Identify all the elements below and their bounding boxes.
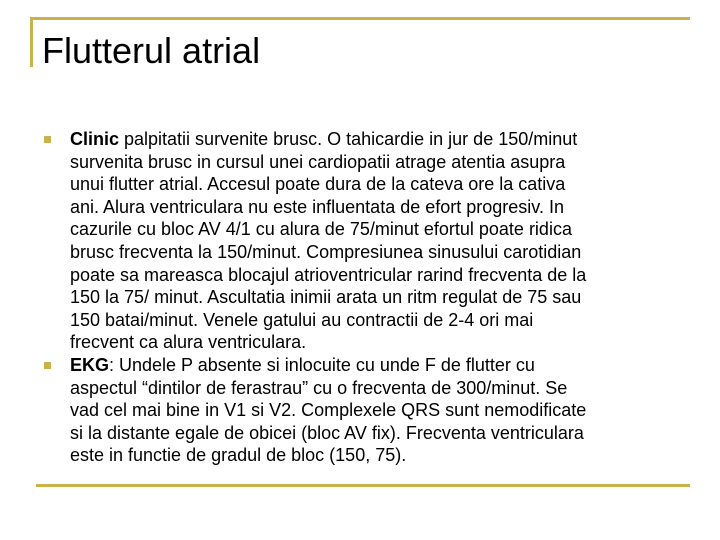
text-line: EKG: Undele P absente si inlocuite cu unde F de flutter cu <box>70 354 535 375</box>
text-line: brusc frecventa la 150/minut. Compresiunea sinusului carotidian <box>70 241 582 262</box>
text-line: poate sa mareasca blocajul atrioventricular rarind frecventa de la <box>70 264 587 285</box>
text-line: cazurile cu bloc AV 4/1 cu alura de 75/minut efortul poate ridica <box>70 219 572 240</box>
bullet-text <box>70 354 682 467</box>
text-line: unui flutter atrial. Accesul poate dura de la cateva ore la cativa <box>70 174 566 195</box>
title-rule-top <box>30 17 690 20</box>
bullet-clinic <box>42 128 682 354</box>
slide-title: Flutterul atrial <box>42 30 261 71</box>
bullet-ekg <box>42 354 682 467</box>
text-line: vad cel mai bine in V1 si V2. Complexele QRS sunt nemodificate <box>70 400 587 421</box>
bullet-square-icon <box>44 136 51 143</box>
footer-rule <box>36 484 690 487</box>
text-line: ani. Alura ventriculara nu este influentata de efort progresiv. In <box>70 196 564 217</box>
text-line: aspectul “dintilor de ferastrau” cu o frecventa de 300/minut. Se <box>70 377 568 398</box>
text-line: este in functie de gradul de bloc (150, 75). <box>70 445 407 466</box>
bullet-square-icon <box>44 362 51 369</box>
title-rule-vertical <box>30 17 33 67</box>
text-line: 150 batai/minut. Venele gatului au contractii de 2-4 ori mai <box>70 309 534 330</box>
bullet-term: Clinic <box>70 129 120 149</box>
bullet-text <box>70 128 682 354</box>
text-line: Clinic palpitatii survenite brusc. O tahicardie in jur de 150/minut <box>70 129 578 149</box>
text-line: frecvent ca alura ventriculara. <box>70 332 307 353</box>
text-line: 150 la 75/ minut. Ascultatia inimii arata un ritm regulat de 75 sau <box>70 287 582 308</box>
bullet-list <box>42 128 682 467</box>
bullet-term: EKG <box>70 354 110 375</box>
text-line: survenita brusc in cursul unei cardiopatii atrage atentia asupra <box>70 151 566 172</box>
text-line: si la distante egale de obicei (bloc AV fix). Frecventa ventriculara <box>70 422 584 443</box>
